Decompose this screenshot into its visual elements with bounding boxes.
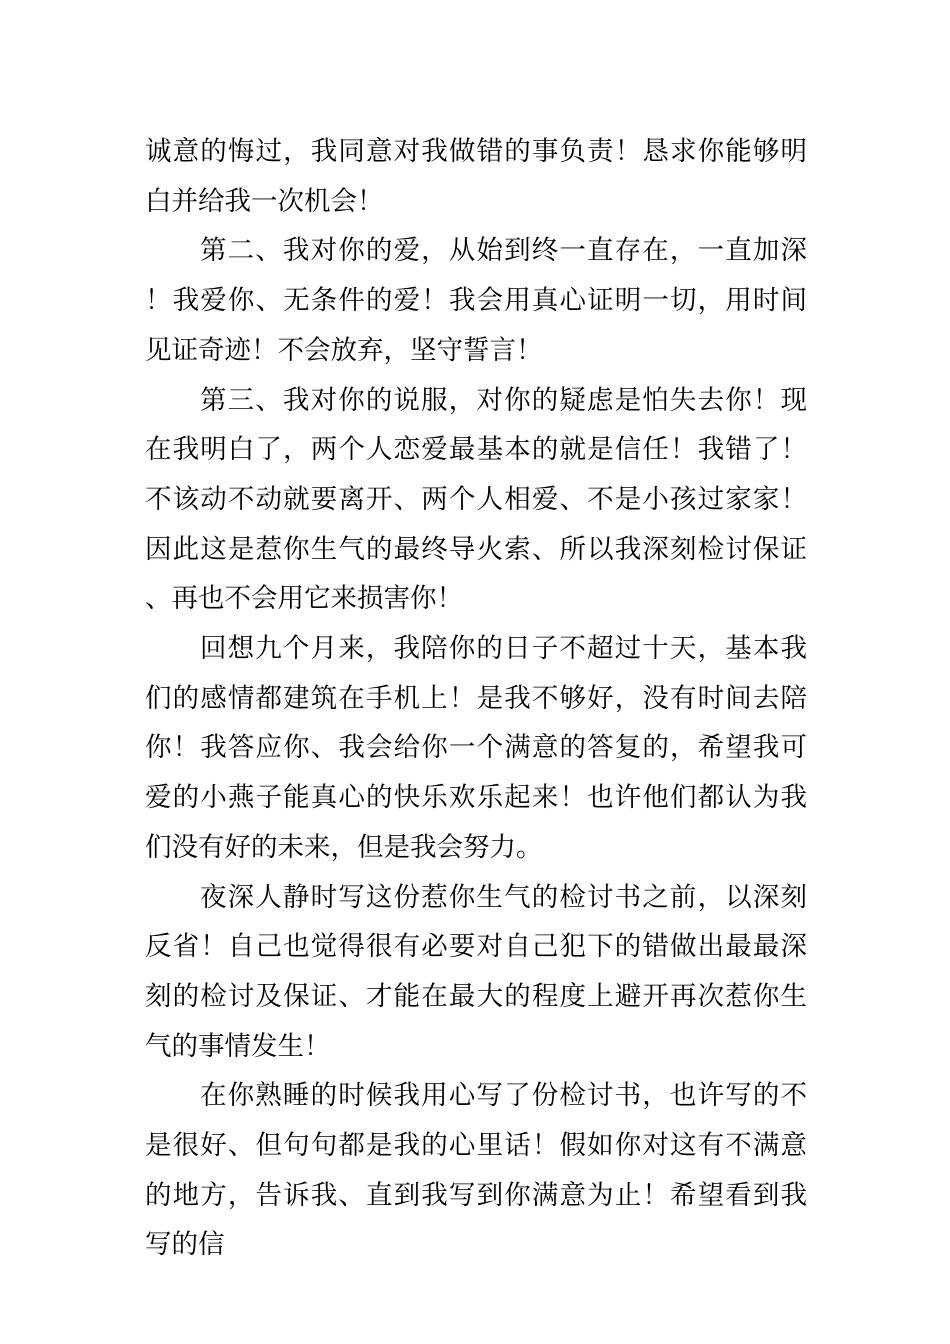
paragraph-second-point: 第二、我对你的爱，从始到终一直存在，一直加深！我爱你、无条件的爱！我会用真心证明一切，用时间见证奇迹！不会放弃，坚守誓言！ bbox=[145, 235, 807, 366]
document-body bbox=[145, 127, 807, 1270]
paragraph-late-night: 夜深人静时写这份惹你生气的检讨书之前，以深刻反省！自己也觉得很有必要对自己犯下的错做出最最深刻的检讨及保证、才能在最大的程度上避开再次惹你生气的事情发生！ bbox=[145, 881, 807, 1062]
paragraph-reflection: 回想九个月来，我陪你的日子不超过十天，基本我们的感情都建筑在手机上！是我不够好，没有时间去陪你！我答应你、我会给你一个满意的答复的，希望我可爱的小燕子能真心的快乐欢乐起来！也许他们都认为我们没有好的未来，但是我会努力。 bbox=[145, 633, 807, 863]
paragraph-while-sleeping: 在你熟睡的时候我用心写了份检讨书，也许写的不是很好、但句句都是我的心里话！假如你对这有不满意的地方，告诉我、直到我写到你满意为止！希望看到我写的信 bbox=[145, 1080, 807, 1261]
paragraph-third-point: 第三、我对你的说服，对你的疑虑是怕失去你！现在我明白了，两个人恋爱最基本的就是信任！我错了！不该动不动就要离开、两个人相爱、不是小孩过家家！因此这是惹你生气的最终导火索、所以我深刻检讨保证、再也不会用它来损害你！ bbox=[145, 384, 807, 615]
paragraph-continuation: 诚意的悔过，我同意对我做错的事负责！恳求你能够明白并给我一次机会！ bbox=[145, 136, 807, 217]
